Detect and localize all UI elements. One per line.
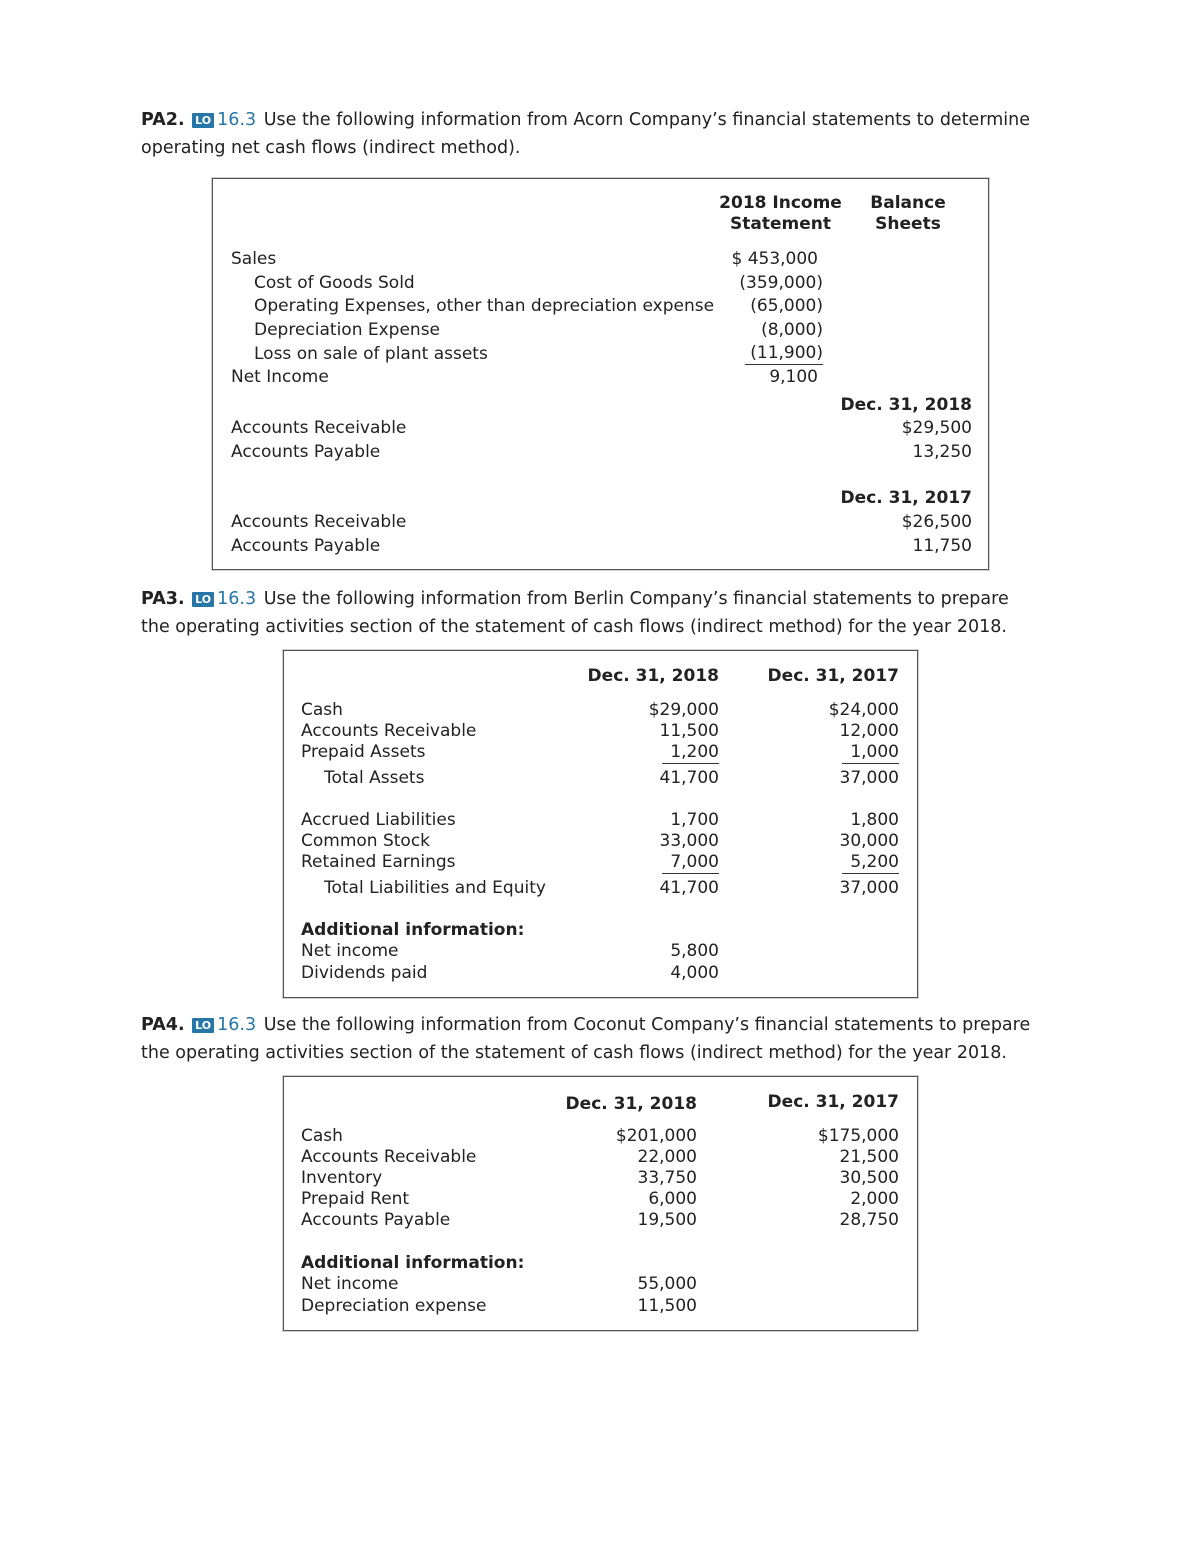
- row-value: 22,000: [637, 1147, 697, 1167]
- row-label: Accounts Receivable: [231, 418, 407, 438]
- row-label: Net Income: [231, 367, 329, 387]
- row-value: 13,250: [912, 442, 972, 462]
- row-label: Total Liabilities and Equity: [324, 878, 546, 898]
- row-label: Net income: [301, 941, 399, 961]
- row-value: (65,000): [750, 296, 823, 316]
- row-label: Common Stock: [301, 831, 431, 851]
- row-value: $29,500: [901, 418, 972, 438]
- row-label: Inventory: [301, 1168, 383, 1188]
- pa4-col-2017: Dec. 31, 2017: [767, 1092, 899, 1112]
- row-label: Operating Expenses, other than depreciation expense: [254, 296, 715, 316]
- row-label: Loss on sale of plant assets: [254, 344, 488, 364]
- header-line: Statement: [730, 214, 831, 234]
- row-label: Accounts Receivable: [301, 1147, 477, 1167]
- row-value: 19,500: [637, 1210, 697, 1230]
- row-label: Sales: [231, 249, 277, 269]
- row-value: 37,000: [839, 878, 899, 898]
- pa3-instructions: Use the following information from Berlin Company’s financial statements to prepare the operating activities section of the statement of cash flows (indirect method) for the year 2018.: [141, 589, 1009, 637]
- pa2-instructions: Use the following information from Acorn Company’s financial statements to determine operating net cash flows (indirect method).: [141, 110, 1030, 158]
- row-value: 1,700: [670, 810, 719, 830]
- row-label: Accrued Liabilities: [301, 810, 456, 830]
- row-value: 21,500: [839, 1147, 899, 1167]
- row-value: (8,000): [761, 320, 823, 340]
- row-value: 5,200: [842, 851, 899, 874]
- row-label: Prepaid Assets: [301, 742, 426, 762]
- row-label: Retained Earnings: [301, 852, 456, 872]
- pa3-additional-heading: Additional information:: [301, 920, 525, 940]
- row-value: $201,000: [615, 1126, 697, 1146]
- pa4-problem-text: [141, 1011, 1041, 1067]
- row-value: 1,000: [842, 741, 899, 764]
- row-value: 9,100: [769, 367, 818, 387]
- pa2-dec-2018-heading: Dec. 31, 2018: [840, 395, 972, 415]
- pa2-lo-link[interactable]: 16.3: [217, 110, 257, 130]
- row-value: 28,750: [839, 1210, 899, 1230]
- pa4-instructions: Use the following information from Coconut Company’s financial statements to prepare the operating activities section of the statement of cash flows (indirect method) for the year 2018.: [141, 1015, 1031, 1063]
- row-label: Accounts Receivable: [301, 721, 477, 741]
- pa3-table: [283, 650, 918, 998]
- pa3-lo-link[interactable]: 16.3: [217, 589, 257, 609]
- row-value: 5,800: [670, 941, 719, 961]
- row-value: $29,000: [648, 700, 719, 720]
- row-value: $24,000: [828, 700, 899, 720]
- row-label: Prepaid Rent: [301, 1189, 410, 1209]
- row-value: (11,900): [745, 343, 823, 365]
- row-value: 2,000: [850, 1189, 899, 1209]
- pa2-dec-2017-heading: Dec. 31, 2017: [840, 488, 972, 508]
- row-value: $26,500: [901, 512, 972, 532]
- row-label: Depreciation expense: [301, 1296, 487, 1316]
- row-value: 33,750: [637, 1168, 697, 1188]
- lo-badge: LO: [192, 113, 214, 128]
- row-value: 7,000: [662, 851, 719, 874]
- pa3-problem-text: [141, 585, 1021, 641]
- row-label: Net income: [301, 1274, 399, 1294]
- pa2-balance-header: [858, 193, 958, 235]
- pa2-table: [212, 178, 989, 570]
- row-label: Accounts Receivable: [231, 512, 407, 532]
- row-label: Dividends paid: [301, 963, 428, 983]
- pa2-number: PA2.: [141, 110, 185, 130]
- header-line: 2018 Income: [719, 193, 842, 213]
- pa4-number: PA4.: [141, 1015, 185, 1035]
- row-value: 30,500: [839, 1168, 899, 1188]
- header-line: Sheets: [875, 214, 941, 234]
- row-value: $175,000: [817, 1126, 899, 1146]
- row-label: Accounts Payable: [231, 536, 381, 556]
- pa2-problem-text: [141, 106, 1041, 162]
- row-label: Cash: [301, 1126, 343, 1146]
- row-value: 37,000: [839, 768, 899, 788]
- pa4-lo-link[interactable]: 16.3: [217, 1015, 257, 1035]
- row-value: (359,000): [739, 273, 823, 293]
- row-label: Accounts Payable: [231, 442, 381, 462]
- row-label: Accounts Payable: [301, 1210, 451, 1230]
- row-value: 4,000: [670, 963, 719, 983]
- row-value: 11,750: [912, 536, 972, 556]
- row-value: 41,700: [659, 878, 719, 898]
- lo-badge: LO: [192, 592, 214, 607]
- row-value: 11,500: [659, 721, 719, 741]
- row-value: 30,000: [839, 831, 899, 851]
- row-label: Depreciation Expense: [254, 320, 441, 340]
- row-label: Cash: [301, 700, 343, 720]
- pa3-col-2018: Dec. 31, 2018: [587, 666, 719, 686]
- header-line: Balance: [870, 193, 946, 213]
- row-label: Cost of Goods Sold: [254, 273, 415, 293]
- pa4-table: [283, 1076, 918, 1331]
- row-value: $ 453,000: [731, 249, 818, 269]
- pa4-additional-heading: Additional information:: [301, 1253, 525, 1273]
- row-value: 55,000: [637, 1274, 697, 1294]
- row-label: Total Assets: [324, 768, 425, 788]
- pa3-number: PA3.: [141, 589, 185, 609]
- row-value: 1,200: [662, 741, 719, 764]
- row-value: 1,800: [850, 810, 899, 830]
- row-value: 12,000: [839, 721, 899, 741]
- pa3-col-2017: Dec. 31, 2017: [767, 666, 899, 686]
- pa2-income-header: [713, 193, 848, 235]
- pa4-col-2018: Dec. 31, 2018: [565, 1094, 697, 1114]
- row-value: 11,500: [637, 1296, 697, 1316]
- row-value: 6,000: [648, 1189, 697, 1209]
- lo-badge: LO: [192, 1018, 214, 1033]
- row-value: 33,000: [659, 831, 719, 851]
- row-value: 41,700: [659, 768, 719, 788]
